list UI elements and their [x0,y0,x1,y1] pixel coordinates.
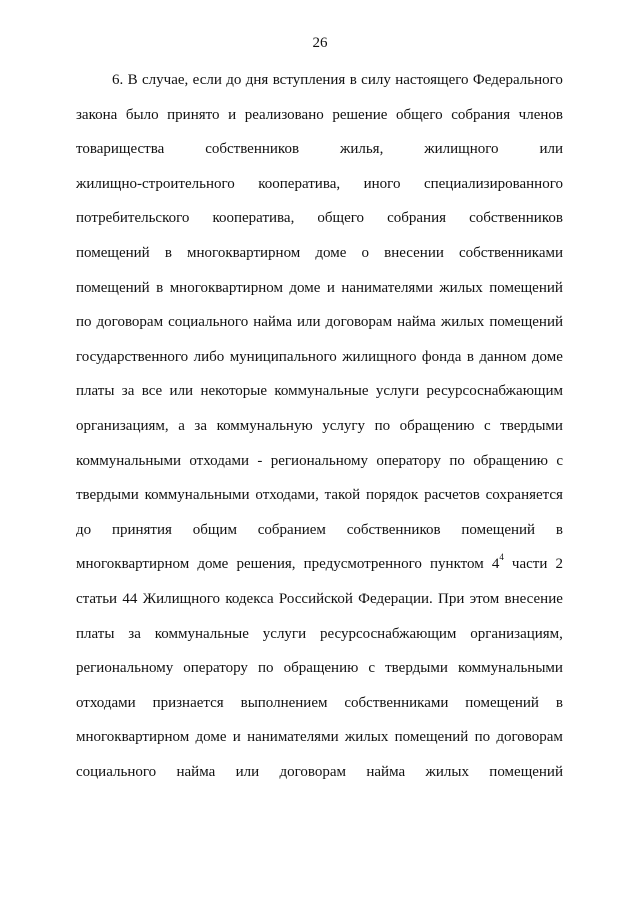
word: нанимателями [247,729,339,746]
word: расчетов [424,487,480,504]
word: или [169,383,194,400]
word: многоквартирном [169,279,283,296]
document-body-text [76,63,563,789]
word: оператору [376,452,441,469]
word: жилищного [342,348,417,365]
word: дня [245,72,269,88]
word: общего [395,106,443,123]
word: региональному [76,660,174,677]
word: либо [193,348,225,365]
word: $4^4$ [491,552,504,573]
text-line [76,236,563,271]
text-line [76,755,563,790]
word: статьи [76,590,118,607]
word: до [76,521,92,538]
word: жилых [440,314,485,331]
word: до [226,72,242,88]
word: твердыми [385,660,448,677]
text-line [76,63,563,98]
word: с [368,660,376,677]
word: 6. [112,72,124,88]
word: собственников [205,141,300,158]
word: доме [195,729,227,746]
word: в [466,348,474,365]
word: доме [531,348,563,365]
word: за [128,625,141,642]
word: коммунальные [154,625,249,642]
text-line [76,374,563,409]
word: все [141,383,163,400]
word: некоторые [200,383,268,400]
word: этом [469,590,500,607]
superscript-footnote: 4 [499,552,504,563]
word: помещений [394,729,469,746]
text-line [76,651,563,686]
word: а [178,417,185,434]
word: отходами [189,452,250,469]
word: ресурсоснабжающим [426,383,563,400]
word: обращению [283,660,359,677]
text-line [76,409,563,444]
text-line [76,305,563,340]
word: собрания [451,106,511,123]
word: товарищества [76,141,165,158]
word: помещений [76,279,150,296]
word: помещений [465,694,539,711]
word: жилых [425,763,469,780]
word: общего [317,210,365,227]
word: 44 [122,590,138,607]
word: Федерации. [358,590,433,607]
word: социального [76,763,157,780]
word: жилищно-строительного [76,175,235,192]
word: жилья, [339,141,384,158]
word: принятия [111,521,172,538]
word: договорам [325,314,393,331]
text-line [76,98,563,133]
word: если [192,72,222,88]
word: кооператива, [258,175,341,192]
word: по [474,729,491,746]
word: договорам [96,314,164,331]
page-number: 26 [312,35,328,51]
word: - [257,452,263,469]
word: выполнением [240,694,328,711]
word: собрания [387,210,447,227]
word: за [121,383,135,400]
word: пунктом [430,556,484,573]
word: При [438,590,465,607]
word: собственников [346,521,441,538]
word: организациям, [76,417,169,434]
word: 2 [555,556,563,573]
text-line [76,686,563,721]
text-line [76,132,563,167]
word: твердыми [500,417,563,434]
word: обращению [399,417,475,434]
text-line [76,478,563,513]
word: доме [289,279,321,296]
word: порядок [365,487,419,504]
word: отходами, [255,487,319,504]
word: фонда [421,348,462,365]
text-line [76,720,563,755]
word: внесение [504,590,563,607]
word: за [194,417,208,434]
word: данном [479,348,527,365]
word: коммунальную [216,417,313,434]
word: членов [518,106,563,123]
word: Российской [278,590,353,607]
text-line [76,201,563,236]
word: и [228,106,237,123]
word: с [556,452,563,469]
word: или [235,763,260,780]
word: жилых [439,279,483,296]
word: о [361,244,370,261]
word: с [483,417,491,434]
word: помещений [489,279,563,296]
word: многоквартирном [76,729,190,746]
word: твердыми [76,487,139,504]
text-line [76,444,563,479]
text-line [76,513,563,548]
word: В [127,72,138,88]
word: оператору [183,660,248,677]
word: найма [176,763,216,780]
word: в [555,521,563,538]
word: жилых [344,729,389,746]
word: найма [397,314,436,331]
word: государственного [76,348,189,365]
word: и [232,729,241,746]
word: платы [76,383,115,400]
word: платы [76,625,115,642]
word: части [511,556,548,573]
word: в [555,694,563,711]
text-line [76,582,563,617]
word: кодекса [225,590,274,607]
word: в [349,72,357,88]
word: настоящего [395,72,469,88]
word: многоквартирном [187,244,301,261]
word: силу [361,72,391,88]
word: такой [324,487,361,504]
word: в [164,244,172,261]
word: общим [192,521,237,538]
word: или [296,314,321,331]
word: помещений [489,314,563,331]
word: коммунальными [144,487,250,504]
word: нанимателями [341,279,433,296]
word: по [449,452,465,469]
word: принято [167,106,220,123]
word: найма [253,314,292,331]
word: по [374,417,391,434]
word: решения, [236,556,296,573]
word: услуги [262,625,307,642]
word: в [156,279,164,296]
word: многоквартирном [76,556,190,573]
word: случае, [142,72,189,88]
word: потребительского [76,210,190,227]
text-line [76,547,563,582]
word: собственников [469,210,563,227]
word: доме [315,244,347,261]
word: сохраняется [485,487,563,504]
word: социального [168,314,249,331]
word: признается [152,694,224,711]
word: услуги [375,383,420,400]
word: предусмотренного [303,556,422,573]
word: иного [363,175,401,192]
word: найма [366,763,406,780]
word: организациям, [470,625,563,642]
word: обращению [473,452,548,469]
word: кооператива, [212,210,295,227]
word: помещений [461,521,536,538]
word: договорам [279,763,347,780]
word: отходами [76,694,136,711]
word: вступления [272,72,346,88]
word: и [326,279,335,296]
word: по [257,660,274,677]
word: было [125,106,159,123]
word: коммунальными [76,452,181,469]
word: собственниками [344,694,449,711]
word: решение [332,106,388,123]
word: специализированного [423,175,563,192]
word: коммунальные [274,383,369,400]
word: или [539,141,563,158]
word: Федерального [472,72,563,88]
word: ресурсоснабжающим [319,625,457,642]
word: собранием [257,521,326,538]
word: доме [197,556,229,573]
word: жилищного [424,141,499,158]
text-line [76,617,563,652]
text-line [76,167,563,202]
word: реализовано [244,106,324,123]
word: собственниками [459,244,563,261]
word: услугу [322,417,366,434]
word: закона [76,106,118,123]
word: внесении [384,244,444,261]
word: Жилищного [142,590,221,607]
word: коммунальными [457,660,563,677]
text-line [76,340,563,375]
word: помещений [76,244,150,261]
word: по [76,314,92,331]
word: муниципального [229,348,337,365]
word: региональному [270,452,368,469]
text-line [76,271,563,306]
word: договорам [496,729,563,746]
word: помещений [489,763,563,780]
